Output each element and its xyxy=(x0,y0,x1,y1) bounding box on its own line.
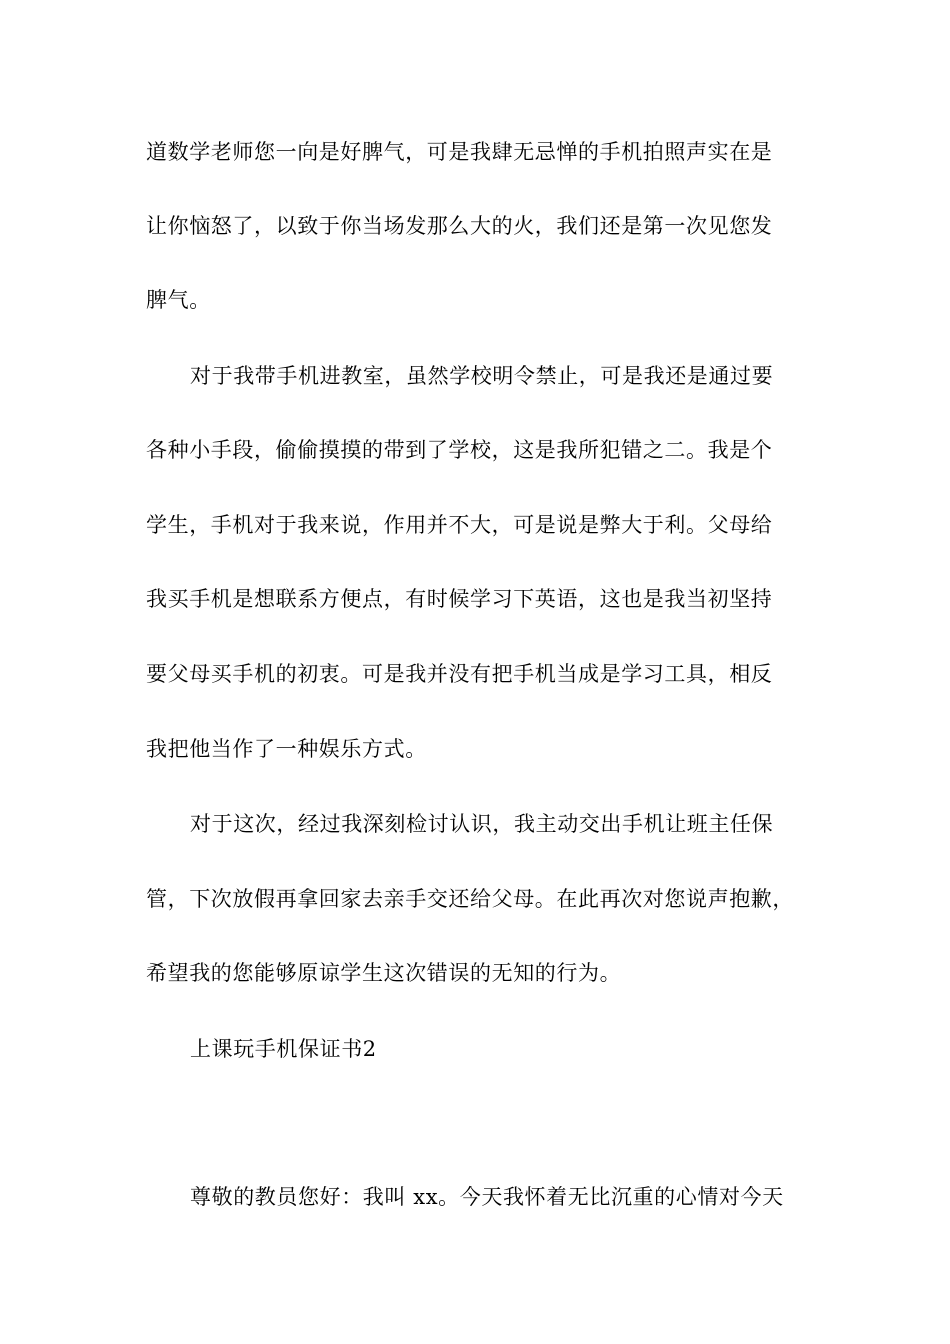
text-line: 希望我的您能够原谅学生这次错误的无知的行为。 xyxy=(146,961,622,985)
text-line: 学生，手机对于我来说，作用并不大，可是说是弊大于利。父母给 xyxy=(146,513,773,537)
text-line: 道数学老师您一向是好脾气，可是我肆无忌惮的手机拍照声实在是 xyxy=(146,140,773,164)
paragraph-start-line: 对于这次，经过我深刻检讨认识，我主动交出手机让班主任保 xyxy=(190,812,774,836)
text-line: 让你恼怒了，以致于你当场发那么大的火，我们还是第一次见您发 xyxy=(146,214,773,238)
text-line: 我买手机是想联系方便点，有时候学习下英语，这也是我当初坚持 xyxy=(146,587,773,611)
text-line: 要父母买手机的初衷。可是我并没有把手机当成是学习工具，相反 xyxy=(146,662,773,686)
text-line: 脾气。 xyxy=(146,288,211,312)
paragraph-start-line: 对于我带手机进教室，虽然学校明令禁止，可是我还是通过要 xyxy=(190,364,774,388)
section-heading: 上课玩手机保证书2 xyxy=(190,1037,377,1061)
text-line: 我把他当作了一种娱乐方式。 xyxy=(146,737,427,761)
text-line: 各种小手段，偷偷摸摸的带到了学校，这是我所犯错之二。我是个 xyxy=(146,438,773,462)
text-line: 管，下次放假再拿回家去亲手交还给父母。在此再次对您说声抱歉， xyxy=(146,887,794,911)
paragraph-start-line: 尊敬的教员您好：我叫 xx。今天我怀着无比沉重的心情对今天 xyxy=(190,1185,784,1209)
